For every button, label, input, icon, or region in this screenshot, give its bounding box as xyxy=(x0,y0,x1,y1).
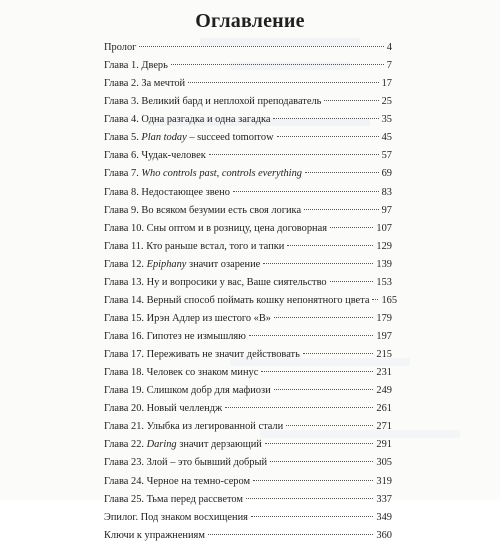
page-number: 249 xyxy=(376,385,392,397)
toc-entry-title: Глава 23. Злой – это бывший добрый xyxy=(104,457,268,469)
page-number: 83 xyxy=(381,186,392,198)
toc-entry xyxy=(104,75,392,93)
dot-leader xyxy=(188,82,378,83)
toc-entry-title: Глава 6. Чудак-человек xyxy=(104,150,206,162)
toc-entry-title: Глава 1. Дверь xyxy=(104,60,168,72)
page-number: 139 xyxy=(376,258,392,270)
page-number: 165 xyxy=(381,294,398,306)
toc-entry xyxy=(104,274,392,292)
toc-entry xyxy=(104,328,392,346)
dot-leader xyxy=(225,407,373,408)
toc-entry-title: Глава 8. Недостающее звено xyxy=(104,186,230,198)
toc-entry xyxy=(104,382,392,400)
dot-leader xyxy=(270,461,373,462)
page-number: 7 xyxy=(386,60,392,72)
toc-entry xyxy=(104,346,392,364)
dot-leader xyxy=(303,353,374,354)
dot-leader xyxy=(274,389,374,390)
dot-leader xyxy=(287,245,373,246)
page-number: 197 xyxy=(376,331,392,342)
toc-entry-title: Глава 9. Во всяком безумии есть своя логика xyxy=(104,204,302,216)
toc-entry xyxy=(104,111,392,129)
page-number: 45 xyxy=(381,132,392,144)
toc-entry xyxy=(104,57,392,75)
dot-leader xyxy=(304,209,379,210)
toc-entry-title: Глава 24. Черное на темно-сером xyxy=(104,475,251,487)
dot-leader xyxy=(265,443,374,444)
dot-leader xyxy=(246,498,373,499)
dot-leader xyxy=(273,118,378,119)
table-of-contents xyxy=(104,39,398,545)
toc-entry xyxy=(104,364,392,382)
toc-entry xyxy=(104,454,392,472)
dot-leader xyxy=(171,64,384,65)
toc-entry xyxy=(104,238,392,256)
toc-entry-title: Глава 4. Одна разгадка и одна загадка xyxy=(104,114,271,126)
toc-entry-title: Глава 5. Plan today – succeed tomorrow xyxy=(104,132,274,144)
toc-entry-title: Глава 2. За мечтой xyxy=(104,78,186,90)
page-number: 271 xyxy=(376,421,392,433)
toc-entry xyxy=(104,527,392,545)
toc-entry-title: Глава 14. Верный способ поймать кошку непонятного цвета xyxy=(104,294,370,306)
toc-entry xyxy=(104,220,392,238)
toc-entry-title: Глава 18. Человек со знаком минус xyxy=(104,367,259,379)
page-number: 97 xyxy=(381,204,392,216)
dot-leader xyxy=(249,335,373,336)
page-number: 25 xyxy=(381,96,392,108)
page-number: 107 xyxy=(376,222,392,234)
toc-entry xyxy=(104,509,392,527)
dot-leader xyxy=(277,136,379,137)
toc-entry xyxy=(104,202,392,220)
dot-leader xyxy=(208,534,374,535)
page-number: 261 xyxy=(376,403,392,415)
toc-entry-title: Глава 21. Улыбка из легированной стали xyxy=(104,421,284,433)
dot-leader xyxy=(261,371,373,372)
page-number: 319 xyxy=(376,475,392,487)
toc-entry xyxy=(104,147,392,165)
toc-entry xyxy=(104,256,392,274)
toc-entry-title: Глава 20. Новый челлендж xyxy=(104,403,223,415)
toc-entry-title: Глава 15. Ирэн Адлер из шестого «В» xyxy=(104,312,272,324)
dot-leader xyxy=(305,172,379,173)
dot-leader xyxy=(330,227,373,228)
toc-entry-title: Эпилог. Под знаком восхищения xyxy=(104,511,248,523)
toc-entry xyxy=(104,39,392,57)
page-number: 360 xyxy=(376,529,392,541)
toc-entry xyxy=(104,436,392,454)
toc-entry xyxy=(104,400,392,418)
dot-leader xyxy=(251,516,373,517)
dot-leader xyxy=(233,191,379,192)
toc-entry-title: Глава 11. Кто раньше встал, того и тапки xyxy=(104,240,285,252)
dot-leader xyxy=(253,480,373,481)
page-number: 17 xyxy=(381,78,392,90)
page-number: 231 xyxy=(376,367,392,379)
toc-entry-title: Глава 25. Тьма перед рассветом xyxy=(104,493,243,505)
dot-leader xyxy=(372,299,378,300)
toc-entry-title: Глава 17. Переживать не значит действовать xyxy=(104,349,300,361)
page-number: 153 xyxy=(376,276,392,288)
toc-entry-title: Глава 10. Сны оптом и в розницу, цена договорная xyxy=(104,222,327,234)
page-number: 349 xyxy=(376,511,392,523)
toc-entry xyxy=(104,129,392,147)
toc-entry xyxy=(104,184,392,202)
toc-entry xyxy=(104,418,392,436)
toc-entry-title: Глава 3. Великий бард и неплохой преподаватель xyxy=(104,96,322,108)
dot-leader xyxy=(324,100,378,101)
page-number: 129 xyxy=(376,240,392,252)
toc-entry-title: Глава 19. Слишком добр для мафиози xyxy=(104,385,271,397)
toc-entry-title: Глава 16. Гипотез не измышляю xyxy=(104,331,246,342)
toc-entry-title: Глава 12. Epiphany значит озарение xyxy=(104,258,261,270)
toc-entry-title: Ключи к упражнениям xyxy=(104,529,205,541)
page-number: 337 xyxy=(376,493,392,505)
dot-leader xyxy=(330,281,374,282)
toc-entry-title: Пролог xyxy=(104,42,137,53)
toc-entry-title: Глава 22. Daring значит дерзающий xyxy=(104,439,262,451)
toc-entry xyxy=(104,93,392,111)
page-number: 57 xyxy=(381,150,392,162)
toc-entry xyxy=(104,310,392,328)
dot-leader xyxy=(263,263,373,264)
page-title: Оглавление xyxy=(195,10,305,32)
toc-entry-title: Глава 7. Who controls past, controls everything xyxy=(104,168,302,180)
toc-entry xyxy=(104,473,392,491)
page-number: 215 xyxy=(376,349,392,361)
dot-leader xyxy=(209,154,379,155)
page-number: 291 xyxy=(376,439,392,451)
page-number: 35 xyxy=(381,114,392,126)
page-number: 179 xyxy=(376,312,392,324)
dot-leader xyxy=(139,46,383,47)
dot-leader xyxy=(286,425,373,426)
toc-entry-title: Глава 13. Ну и вопросики у вас, Ваше сиятельство xyxy=(104,276,327,288)
toc-entry xyxy=(104,165,392,183)
page-number: 4 xyxy=(386,42,392,53)
page-number: 69 xyxy=(381,168,392,180)
dot-leader xyxy=(274,317,373,318)
toc-entry xyxy=(104,292,398,310)
page-number: 305 xyxy=(376,457,392,469)
